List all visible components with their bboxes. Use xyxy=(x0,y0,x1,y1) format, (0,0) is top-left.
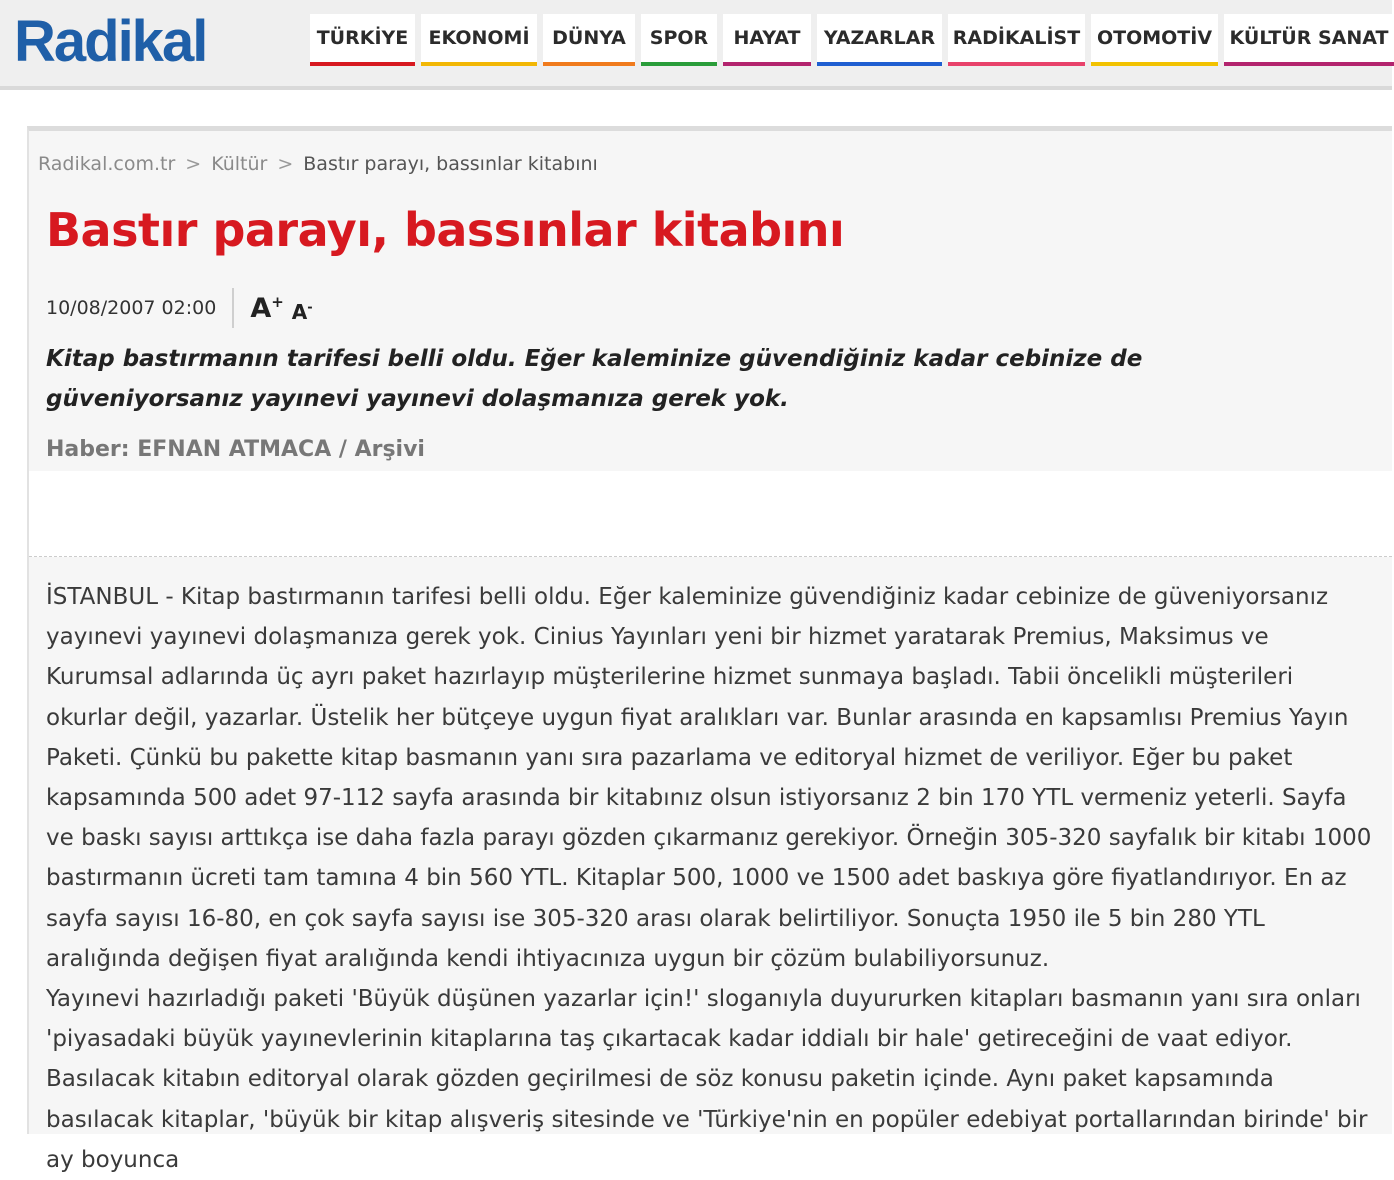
header-divider xyxy=(0,86,1392,90)
font-increase-label: A xyxy=(250,292,272,324)
article-spot: Kitap bastırmanın tarifesi belli oldu. Eğer kaleminize güvendiğiniz kadar cebinize de güveniyorsanız yayınevi yayınevi dolaşmanıza gerek yok. xyxy=(46,346,1143,412)
article-date: 10/08/2007 02:00 xyxy=(46,288,234,328)
article-body xyxy=(46,577,1380,1180)
nav-label: EKONOMİ xyxy=(428,27,530,49)
ad-slot xyxy=(29,471,1392,557)
breadcrumb-separator: > xyxy=(277,153,294,175)
nav-item-yazarlar[interactable] xyxy=(817,14,942,66)
nav-item-otomotiv[interactable] xyxy=(1091,14,1218,66)
font-size-controls xyxy=(250,293,312,324)
font-increase-sign: + xyxy=(271,292,284,311)
main-nav xyxy=(310,14,1394,66)
nav-label: YAZARLAR xyxy=(823,27,936,49)
breadcrumb-current: Bastır parayı, bassınlar kitabını xyxy=(303,153,598,175)
nav-item-radikalist[interactable] xyxy=(948,14,1085,66)
font-decrease-button[interactable] xyxy=(292,300,313,324)
nav-item-spor[interactable] xyxy=(641,14,717,66)
breadcrumb-separator: > xyxy=(185,153,202,175)
nav-item-dunya[interactable] xyxy=(543,14,635,66)
nav-item-kultur-sanat[interactable] xyxy=(1224,14,1394,66)
article-paragraph: Yayınevi hazırladığı paketi 'Büyük düşünen yazarlar için!' sloganıyla duyururken kitapları basmanın yanı sıra onları 'piyasadaki büyük yayınevlerinin kitaplarına taş çıkartacak kadar iddialı bir hale' getireceğini de vaat ediyor. xyxy=(46,986,1361,1053)
article-meta xyxy=(46,287,313,329)
article-title: Bastır parayı, bassınlar kitabını xyxy=(46,203,845,257)
nav-label: RADİKALİST xyxy=(952,27,1081,49)
font-decrease-label: A xyxy=(291,299,308,324)
nav-item-turkiye[interactable] xyxy=(310,14,415,66)
article-container xyxy=(27,126,1392,1173)
article-byline: Haber: EFNAN ATMACA / Arşivi xyxy=(46,437,425,462)
article-paragraph: İSTANBUL - Kitap bastırmanın tarifesi belli oldu. Eğer kaleminize güvendiğiniz kadar cebinize de güveniyorsanız yayınevi yayınevi dolaşmanıza gerek yok. Cinius Yayınları yeni bir hizmet yaratarak Premius, Maksimus ve Kurumsal adlarında üç ayrı paket hazırlayıp müşterilerine hizmet sunmaya başladı. Tabii öncelikli müşterileri okurlar değil, yazarlar. Üstelik her bütçeye uygun fiyat aralıkları var. Bunlar arasında en kapsamlısı Premius Yayın Paketi. Çünkü bu pakette kitap basmanın yanı sıra pazarlama ve editoryal hizmet de veriliyor. Eğer bu paket kapsamında 500 adet 97-112 sayfa arasında bir kitabınız olsun istiyorsanız 2 bin 170 YTL vermeniz yeterli. Sayfa ve baskı sayısı arttıkça ise daha fazla parayı gözden çıkarmanız gerekiyor. Örneğin 305-320 sayfalık bir kitabı 1000 bastırmanın ücreti tam tamına 4 bin 560 YTL. Kitaplar 500, 1000 ve 1500 adet baskıya göre fiyatlandırıyor. En az sayfa sayısı 16-80, en çok sayfa sayısı ise 305-320 arası olarak belirtiliyor. Sonuçta 1950 ile 5 bin 280 YTL aralığında değişen fiyat aralığında kendi ihtiyacınıza uygun bir çözüm bulabiliyorsunuz. xyxy=(46,584,1372,972)
nav-label: DÜNYA xyxy=(552,27,626,49)
font-decrease-sign: - xyxy=(307,299,313,315)
nav-label: KÜLTÜR SANAT xyxy=(1229,27,1389,49)
nav-label: SPOR xyxy=(649,27,709,49)
nav-item-hayat[interactable] xyxy=(723,14,811,66)
radikal-logo[interactable]: Radikal xyxy=(14,9,207,74)
nav-label: OTOMOTİV xyxy=(1096,27,1213,49)
nav-label: TÜRKİYE xyxy=(316,27,409,49)
site-header xyxy=(0,0,1392,90)
breadcrumb-home-link[interactable]: Radikal.com.tr xyxy=(38,153,176,175)
nav-item-ekonomi[interactable] xyxy=(421,14,537,66)
article-paragraph: Basılacak kitabın editoryal olarak gözden geçirilmesi de söz konusu paketin içinde. Aynı paket kapsamında basılacak kitaplar, 'büyük bir kitap alışveriş sitesinde ve 'Türkiye'nin en popüler edebiyat portallarından birinde' bir ay boyunca xyxy=(46,1066,1368,1173)
nav-label: HAYAT xyxy=(733,27,801,49)
breadcrumb xyxy=(38,153,598,175)
font-increase-button[interactable] xyxy=(250,293,283,324)
breadcrumb-section-link[interactable]: Kültür xyxy=(211,153,268,175)
